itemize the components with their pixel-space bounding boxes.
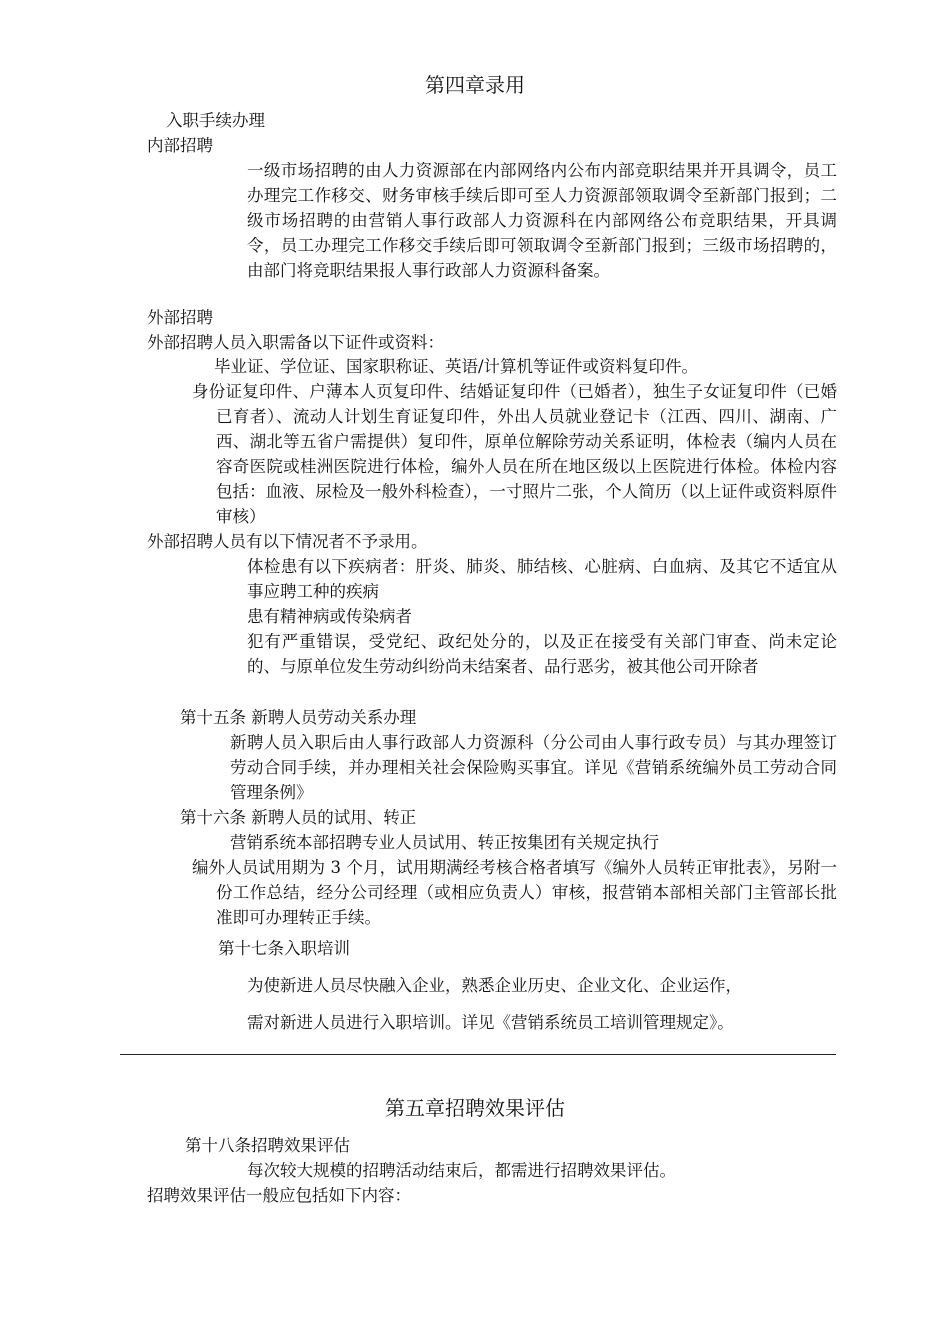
article-17-text-1: 为使新进人员尽快融入企业，熟悉企业历史、企业文化、企业运作， xyxy=(247,976,742,995)
rejection-item-3: 犯有严重错误，受党纪、政纪处分的，以及正在接受有关部门审查、尚未定论的、与原单位发生劳动纠纷尚未结案者、品行恶劣，被其他公司开除者 xyxy=(247,632,837,676)
article-16-text-2: 编外人员试用期为 3 个月，试用期满经考核合格者填写《编外人员转正审批表》，另附一份工作总结，经分公司经理（或相应负责人）审核，报营销本部相关部门主管部长批准即可办理转正手续。 xyxy=(192,858,837,927)
article-17-text-2: 需对新进人员进行入职培训。详见《营销系统员工培训管理规定》。 xyxy=(247,1013,734,1032)
external-requirements-intro: 外部招聘人员入职需备以下证件或资料： xyxy=(147,333,444,352)
article-16-title: 第十六条 新聘人员的试用、转正 xyxy=(180,808,417,827)
external-requirement-item-1: 毕业证、学位证、国家职称证、英语/计算机等证件或资料复印件。 xyxy=(214,357,699,376)
article-18-text: 每次较大规模的招聘活动结束后，都需进行招聘效果评估。 xyxy=(247,1161,676,1180)
external-requirement-item-2: 身份证复印件、户薄本人页复印件、结婚证复印件（已婚者），独生子女证复印件（已婚已育者）、流动人计划生育证复印件，外出人员就业登记卡（江西、四川、湖南、广西、湖北等五省户需提供）复印件，原单位解除劳动关系证明，体检表（编内人员在容奇医院或桂洲医院进行体检，编外人员在所在地区级以上医院进行体检。体检内容包括：血液、尿检及一般外科检查），一寸照片二张，个人简历（以上证件或资料原件审核） xyxy=(192,382,837,526)
section-onboarding: 入职手续办理 xyxy=(166,111,265,130)
section-internal-recruitment: 内部招聘 xyxy=(147,136,213,155)
section-divider xyxy=(120,1054,836,1055)
article-15-text: 新聘人员入职后由人事行政部人力资源科（分公司由人事行政专员）与其办理签订劳动合同手续，并办理相关社会保险购买事宜。详见《营销系统编外员工劳动合同管理条例》 xyxy=(230,733,837,802)
article-18-title: 第十八条招聘效果评估 xyxy=(185,1136,350,1155)
article-16-text-1: 营销系统本部招聘专业人员试用、转正按集团有关规定执行 xyxy=(230,833,659,852)
article-18-contents-intro: 招聘效果评估一般应包括如下内容： xyxy=(147,1186,411,1205)
section-external-recruitment: 外部招聘 xyxy=(147,308,213,327)
chapter-5-title: 第五章招聘效果评估 xyxy=(385,1096,565,1120)
article-17-title: 第十七条入职培训 xyxy=(218,939,350,958)
rejection-item-1: 体检患有以下疾病者：肝炎、肺炎、肺结核、心脏病、白血病、及其它不适宜从事应聘工种的疾病 xyxy=(247,557,837,601)
internal-recruitment-text: 一级市场招聘的由人力资源部在内部网络内公布内部竞职结果并开具调令，员工办理完工作移交、财务审核手续后即可至人力资源部领取调令至新部门报到；二级市场招聘的由营销人事行政部人力资源科在内部网络公布竞职结果，开具调令，员工办理完工作移交手续后即可领取调令至新部门报到；三级市场招聘的，由部门将竞职结果报人事行政部人力资源科备案。 xyxy=(247,161,837,280)
article-15-title: 第十五条 新聘人员劳动关系办理 xyxy=(180,708,417,727)
rejection-item-2: 患有精神病或传染病者 xyxy=(247,607,412,626)
chapter-4-title: 第四章录用 xyxy=(425,73,525,97)
rejection-intro: 外部招聘人员有以下情况者不予录用。 xyxy=(147,532,428,551)
